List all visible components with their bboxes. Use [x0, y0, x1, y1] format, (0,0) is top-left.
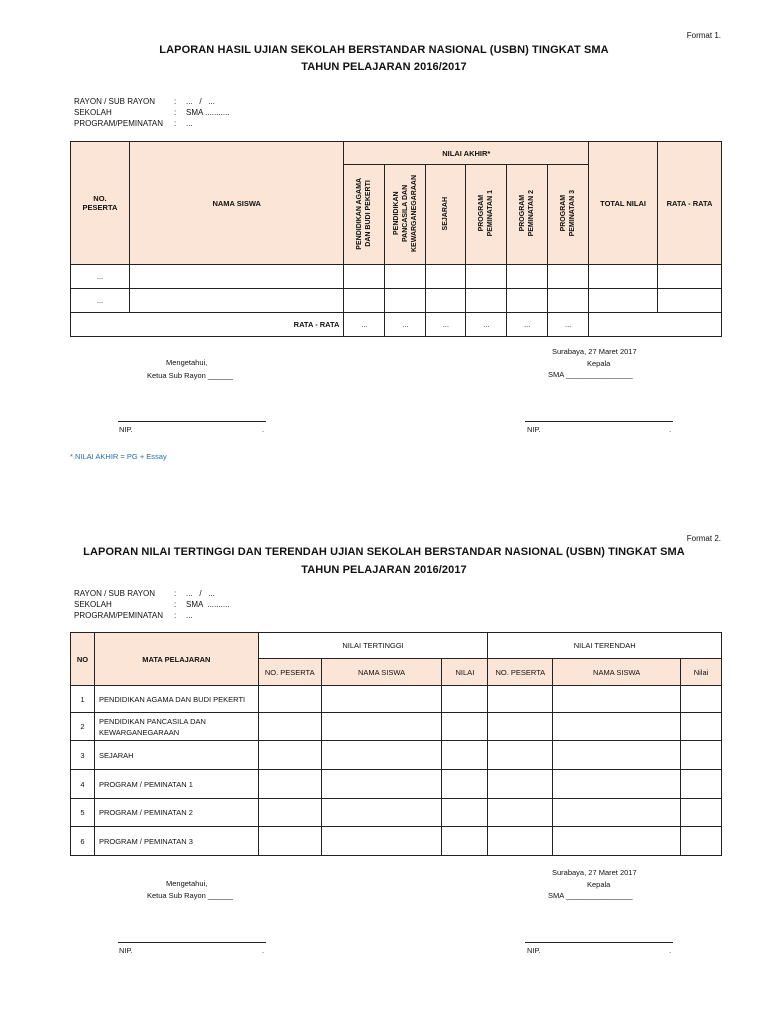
- nip-right: NIP.: [527, 425, 541, 434]
- meta-label: SEKOLAH: [74, 600, 112, 609]
- header-nilai-tertinggi: NILAI TERTINGGI: [258, 633, 488, 659]
- footer-value: ...: [426, 313, 466, 337]
- row-cell: [589, 265, 658, 289]
- signature-line-right: [525, 421, 673, 422]
- sign-right-date: Surabaya, 27 Maret 2017: [552, 868, 637, 877]
- report-title-2: LAPORAN NILAI TERTINGGI DAN TERENDAH UJIAN SEKOLAH BERSTANDAR NASIONAL (USBN) TINGKAT SMA: [83, 546, 685, 558]
- footer-value: ...: [385, 313, 426, 337]
- row-cell: [385, 265, 426, 289]
- header-nilai-akhir: NILAI AKHIR*: [344, 142, 589, 165]
- row-subject: SEJARAH: [94, 741, 258, 770]
- row-cell: [321, 686, 442, 713]
- row-cell: [385, 289, 426, 313]
- nip-left: NIP.: [119, 425, 133, 434]
- row-cell: [589, 289, 658, 313]
- meta-value: ...: [186, 611, 193, 620]
- header-no: NO: [71, 633, 95, 686]
- nip-right: NIP.: [527, 946, 541, 955]
- signature-line-left: [118, 942, 266, 943]
- subheader-nilai: NILAI: [442, 659, 488, 686]
- row-cell: [258, 827, 321, 856]
- row-cell: [488, 741, 553, 770]
- row-cell: [681, 713, 722, 741]
- row-no: 3: [71, 741, 95, 770]
- report-year-2: TAHUN PELAJARAN 2016/2017: [301, 564, 467, 576]
- subheader-no-peserta: NO. PESERTA: [258, 659, 321, 686]
- sign-right-sma: SMA ________________: [548, 891, 633, 900]
- subheader-nama-siswa: NAMA SISWA: [321, 659, 442, 686]
- highest-lowest-table: [70, 632, 722, 856]
- meta-value: ... / ...: [186, 589, 215, 598]
- footer-value: ...: [344, 313, 385, 337]
- footer-value: ...: [466, 313, 507, 337]
- subject-label: PROGRAM PEMINATAN 3: [560, 190, 577, 237]
- row-cell: [548, 265, 589, 289]
- row-cell: [658, 289, 722, 313]
- row-cell: [321, 799, 442, 827]
- sign-right-kepala: Kepala: [587, 880, 611, 889]
- row-cell: [258, 799, 321, 827]
- subject-label: SEJARAH: [442, 196, 450, 231]
- meta-label: PROGRAM/PEMINATAN: [74, 119, 164, 128]
- nip-left-dot: .: [262, 425, 265, 434]
- row-cell: [681, 799, 722, 827]
- row-no: 5: [71, 799, 95, 827]
- meta-label: RAYON / SUB RAYON: [74, 589, 156, 598]
- meta-colon: :: [174, 611, 177, 620]
- row-cell: [553, 686, 681, 713]
- meta-row-sekolah: [74, 599, 230, 610]
- subheader-nama-siswa: NAMA SISWA: [553, 659, 681, 686]
- row-cell: [507, 265, 548, 289]
- row-subject: PENDIDIKAN AGAMA DAN BUDI PEKERTI: [94, 686, 258, 713]
- row-cell: [681, 770, 722, 799]
- row-cell: [442, 741, 488, 770]
- row-subject: PROGRAM / PEMINATAN 3: [94, 827, 258, 856]
- nip-right-dot: .: [669, 946, 672, 955]
- row-cell: [258, 741, 321, 770]
- row-no: 6: [71, 827, 95, 856]
- row-cell: [488, 713, 553, 741]
- footer-value: ...: [507, 313, 548, 337]
- meta-row-rayon: [74, 588, 230, 599]
- nip-left-dot: .: [262, 946, 265, 955]
- row-cell: [426, 289, 466, 313]
- report-meta-1: [74, 96, 230, 129]
- row-cell: [553, 827, 681, 856]
- table-row: [71, 827, 722, 856]
- subheader-nilai: Nilai: [681, 659, 722, 686]
- meta-value: ... / ...: [186, 97, 215, 106]
- table-row: [71, 265, 722, 289]
- row-subject: PROGRAM / PEMINATAN 1: [94, 770, 258, 799]
- format-2-label: Format 2.: [686, 534, 721, 543]
- row-cell: [442, 713, 488, 741]
- header-subject-peminatan-3: [548, 165, 589, 265]
- header-no-peserta-text: NO. PESERTA: [82, 194, 118, 212]
- footer-empty: [589, 313, 722, 337]
- meta-label: SEKOLAH: [74, 108, 112, 117]
- row-cell: [258, 686, 321, 713]
- signature-line-right: [525, 942, 673, 943]
- row-cell: [442, 799, 488, 827]
- report-title-1: LAPORAN HASIL UJIAN SEKOLAH BERSTANDAR NASIONAL (USBN) TINGKAT SMA: [159, 44, 609, 56]
- row-no-peserta: ...: [71, 265, 130, 289]
- table-row: [71, 289, 722, 313]
- row-cell: [466, 289, 507, 313]
- row-cell: [258, 770, 321, 799]
- meta-colon: :: [174, 97, 177, 106]
- subject-label: PENDIDIKAN AGAMA DAN BUDI PEKERTI: [356, 177, 373, 250]
- meta-label: PROGRAM/PEMINATAN: [74, 611, 164, 620]
- header-subject-peminatan-2: [507, 165, 548, 265]
- footer-rata-rata-label: RATA - RATA: [71, 313, 344, 337]
- header-subject-pancasila: [385, 165, 426, 265]
- table-row: [71, 741, 722, 770]
- header-subject-sejarah: [426, 165, 466, 265]
- sign-right-sma: SMA ________________: [548, 370, 633, 379]
- meta-value: SMA ...........: [186, 108, 230, 117]
- table-row: [71, 686, 722, 713]
- sign-right-date: Surabaya, 27 Maret 2017: [552, 347, 637, 356]
- row-cell: [321, 827, 442, 856]
- sign-left-mengetahui: Mengetahui,: [166, 879, 208, 888]
- table-row: [71, 713, 722, 741]
- table-row: [71, 799, 722, 827]
- row-cell: [507, 289, 548, 313]
- header-subject-agama: [344, 165, 385, 265]
- row-cell: [442, 686, 488, 713]
- report-meta-2: [74, 588, 230, 621]
- row-cell: [442, 770, 488, 799]
- meta-label: RAYON / SUB RAYON: [74, 97, 156, 106]
- row-cell: [488, 686, 553, 713]
- header-subject-peminatan-1: [466, 165, 507, 265]
- meta-colon: :: [174, 108, 177, 117]
- score-report-table: [70, 141, 722, 337]
- row-cell: [681, 827, 722, 856]
- row-cell: [129, 265, 344, 289]
- subject-label: PROGRAM PEMINATAN 2: [519, 190, 536, 237]
- meta-value: ...: [186, 119, 193, 128]
- row-no: 2: [71, 713, 95, 741]
- format-1-label: Format 1.: [686, 31, 721, 40]
- row-cell: [658, 265, 722, 289]
- row-cell: [442, 827, 488, 856]
- row-cell: [681, 686, 722, 713]
- subject-label: PROGRAM PEMINATAN 1: [478, 190, 495, 237]
- row-cell: [553, 770, 681, 799]
- header-mata-pelajaran: MATA PELAJARAN: [94, 633, 258, 686]
- meta-row-program: [74, 118, 230, 129]
- row-no: 4: [71, 770, 95, 799]
- row-cell: [321, 770, 442, 799]
- row-cell: [321, 713, 442, 741]
- row-cell: [488, 799, 553, 827]
- meta-row-rayon: [74, 96, 230, 107]
- table-row: [71, 770, 722, 799]
- meta-row-sekolah: [74, 107, 230, 118]
- subject-label: PENDIDIKAN PANCASILA DAN KEWARGANEGARAAN: [392, 175, 418, 252]
- nip-left: NIP.: [119, 946, 133, 955]
- meta-colon: :: [174, 600, 177, 609]
- header-nilai-terendah: NILAI TERENDAH: [488, 633, 722, 659]
- row-cell: [321, 741, 442, 770]
- meta-colon: :: [174, 119, 177, 128]
- meta-value: SMA ..........: [186, 600, 230, 609]
- sign-left-mengetahui: Mengetahui,: [166, 358, 208, 367]
- header-rata-rata: RATA - RATA: [658, 142, 722, 265]
- row-cell: [258, 713, 321, 741]
- row-cell: [488, 827, 553, 856]
- signature-line-left: [118, 421, 266, 422]
- row-subject: PENDIDIKAN PANCASILA DAN KEWARGANEGARAAN: [94, 713, 258, 741]
- row-cell: [344, 265, 385, 289]
- footer-value: ...: [548, 313, 589, 337]
- sign-left-ketua: Ketua Sub Rayon ______: [147, 891, 233, 900]
- row-cell: [344, 289, 385, 313]
- subheader-no-peserta: NO. PESERTA: [488, 659, 553, 686]
- row-cell: [553, 713, 681, 741]
- row-cell: [681, 741, 722, 770]
- nip-right-dot: .: [669, 425, 672, 434]
- meta-row-program: [74, 610, 230, 621]
- report-year-1: TAHUN PELAJARAN 2016/2017: [301, 61, 467, 73]
- table-footer-row: [71, 313, 722, 337]
- row-cell: [129, 289, 344, 313]
- row-cell: [548, 289, 589, 313]
- sign-left-ketua: Ketua Sub Rayon ______: [147, 371, 233, 380]
- row-cell: [466, 265, 507, 289]
- row-subject: PROGRAM / PEMINATAN 2: [94, 799, 258, 827]
- row-cell: [426, 265, 466, 289]
- row-cell: [553, 741, 681, 770]
- row-cell: [488, 770, 553, 799]
- header-nama-siswa: NAMA SISWA: [129, 142, 344, 265]
- row-cell: [553, 799, 681, 827]
- meta-colon: :: [174, 589, 177, 598]
- header-no-peserta: [71, 142, 130, 265]
- header-total-nilai: TOTAL NILAI: [589, 142, 658, 265]
- nilai-akhir-note: * NILAI AKHIR = PG + Essay: [70, 452, 167, 461]
- row-no-peserta: ...: [71, 289, 130, 313]
- row-no: 1: [71, 686, 95, 713]
- sign-right-kepala: Kepala: [587, 359, 611, 368]
